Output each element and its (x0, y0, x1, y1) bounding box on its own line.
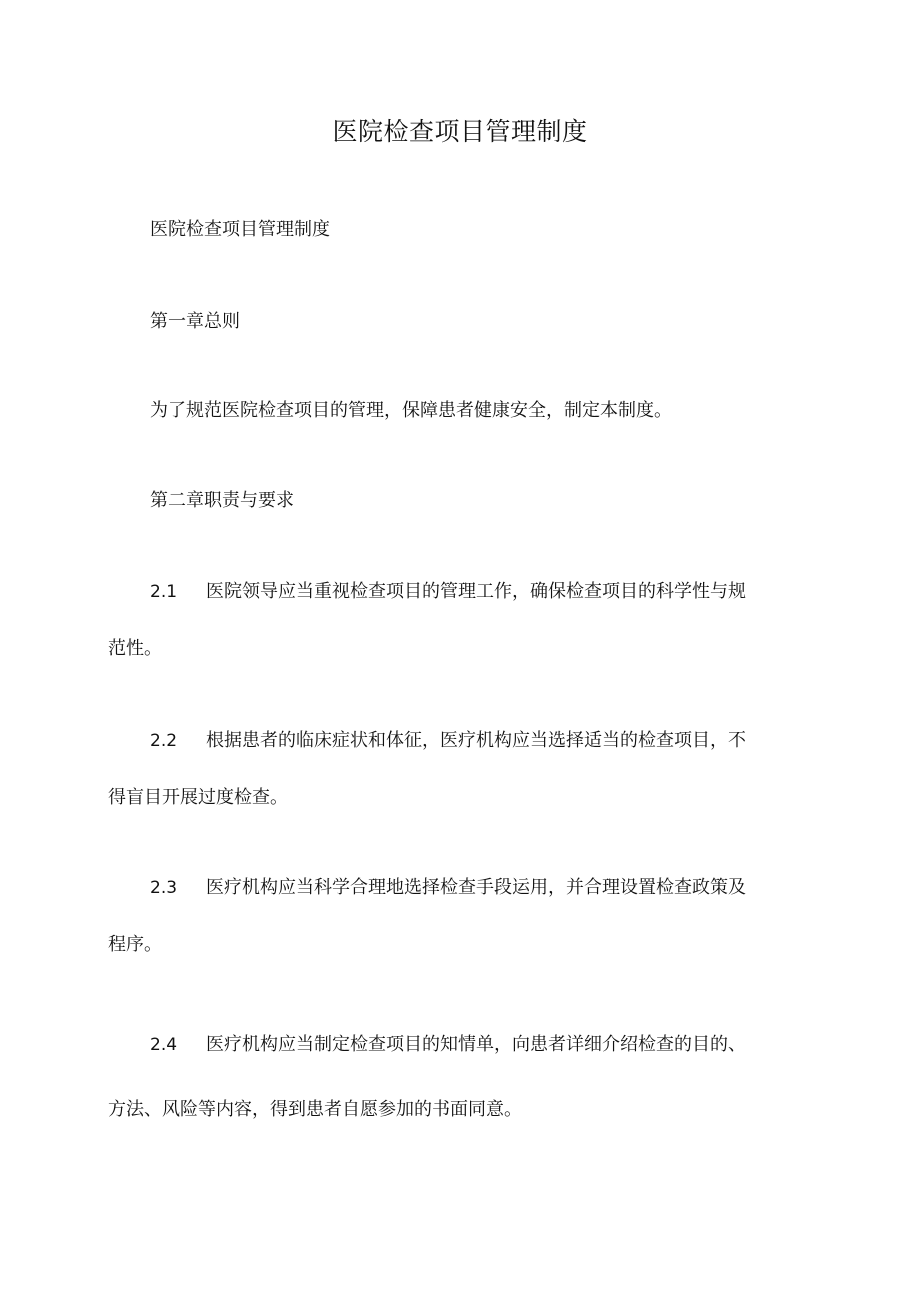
clause-number: 2.3 (150, 878, 178, 898)
clause-line (150, 577, 746, 607)
clause-number: 2.1 (150, 582, 178, 602)
clause-continuation: 程序。 (108, 934, 162, 955)
clause-continuation: 范性。 (108, 638, 162, 659)
clause-text: 医疗机构应当制定检查项目的知情单，向患者详细介绍检查的目的、 (206, 1034, 746, 1055)
clause-number: 2.2 (150, 731, 178, 751)
document-title: 医院检查项目管理制度 (332, 117, 588, 146)
clause-text: 医院领导应当重视检查项目的管理工作，确保检查项目的科学性与规 (206, 581, 746, 602)
chapter-heading: 第二章职责与要求 (150, 490, 294, 511)
clause-line (150, 726, 746, 756)
clause-text: 医疗机构应当科学合理地选择检查手段运用，并合理设置检查政策及 (206, 877, 746, 898)
paragraph: 为了规范医院检查项目的管理，保障患者健康安全，制定本制度。 (150, 400, 672, 421)
chapter-heading: 第一章总则 (150, 311, 240, 332)
clause-number: 2.4 (150, 1035, 178, 1055)
clause-line (150, 873, 746, 903)
clause-continuation: 得盲目开展过度检查。 (108, 787, 288, 808)
clause-continuation: 方法、风险等内容，得到患者自愿参加的书面同意。 (108, 1099, 522, 1120)
clause-text: 根据患者的临床症状和体征，医疗机构应当选择适当的检查项目，不 (206, 730, 746, 751)
subtitle-line: 医院检查项目管理制度 (150, 219, 330, 240)
clause-line (150, 1030, 746, 1060)
